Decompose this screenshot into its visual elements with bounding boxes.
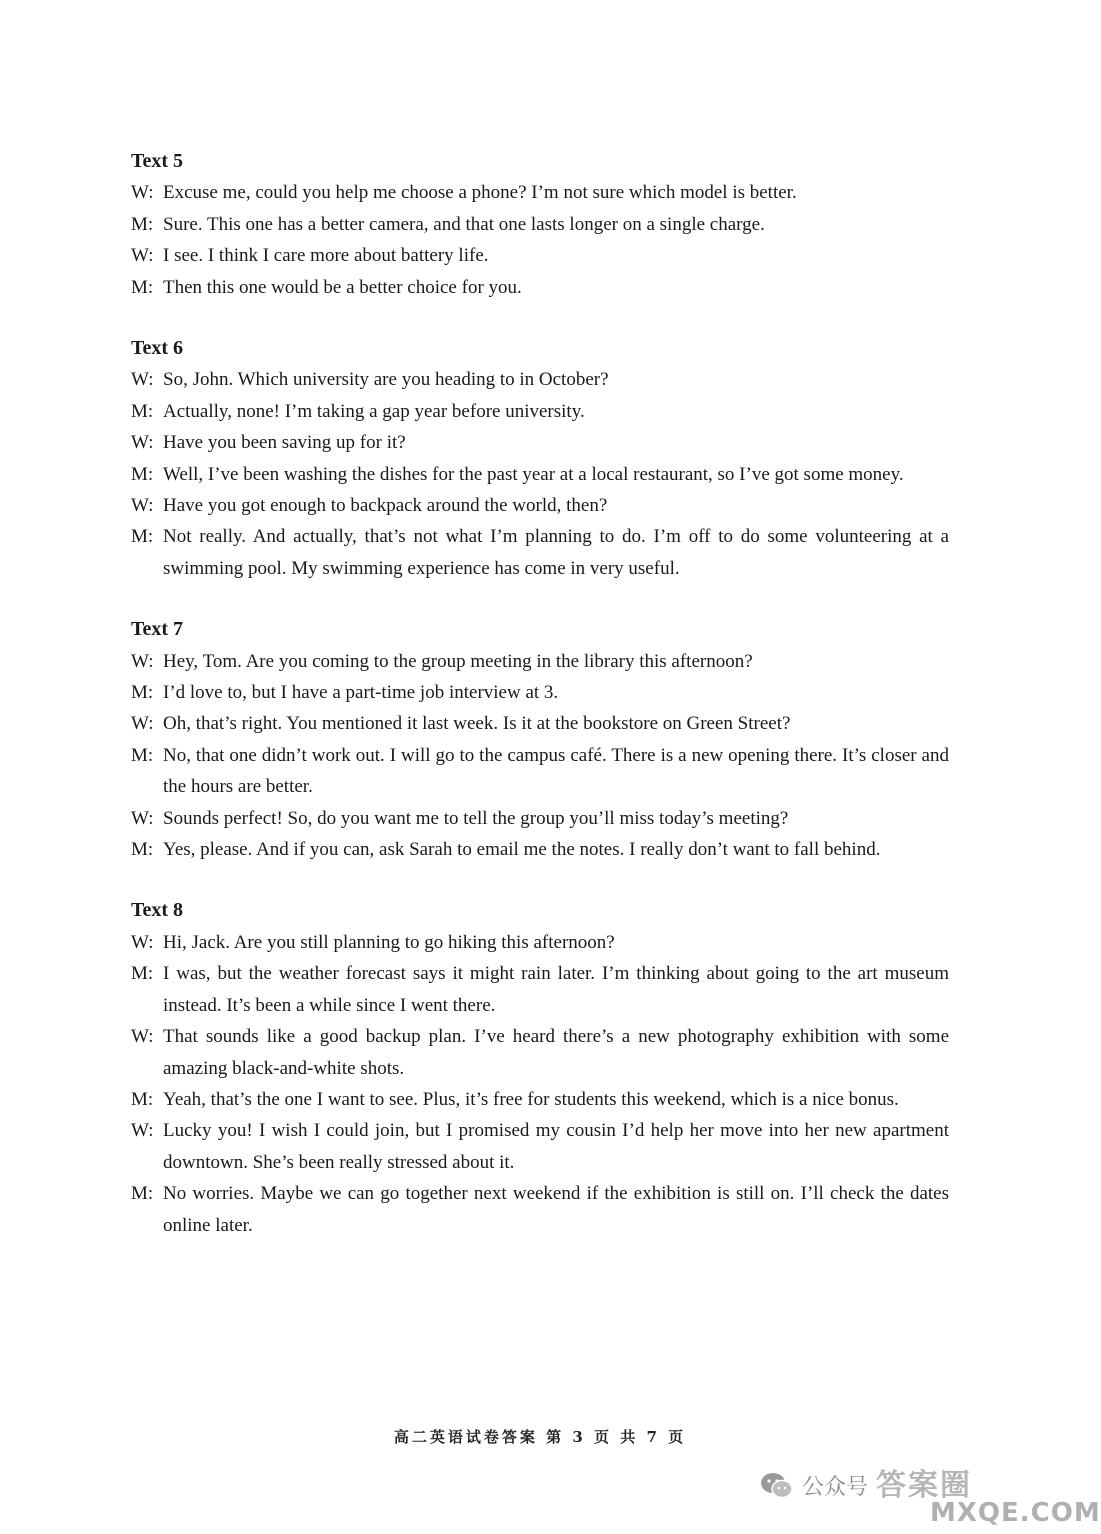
speaker-label: W: — [131, 931, 154, 953]
dialogue-line — [131, 803, 949, 834]
utterance: Actually, none! I’m taking a gap year before university. — [163, 400, 585, 422]
speaker-label: W: — [131, 1120, 154, 1142]
utterance: I’d love to, but I have a part-time job interview at 3. — [163, 682, 559, 704]
speaker-label: M: — [131, 682, 154, 704]
dialogue-line — [131, 958, 949, 1021]
speaker-label: M: — [131, 526, 154, 548]
dialogue-line — [131, 1178, 949, 1241]
dialogue-line — [131, 677, 949, 708]
dialogue-line — [131, 1084, 949, 1115]
utterance: Well, I’ve been washing the dishes for the past year at a local restaurant, so I’ve got some money. — [163, 463, 904, 485]
speaker-label: M: — [131, 1088, 154, 1110]
speaker-label: M: — [131, 463, 154, 485]
section-title: Text 7 — [131, 618, 184, 641]
utterance: No worries. Maybe we can go together next weekend if the exhibition is still on. I’ll check the dates online later. — [163, 1183, 949, 1236]
watermark-logo-text: 答案圈 — [876, 1467, 973, 1503]
dialogue-line — [131, 646, 949, 677]
speaker-label: W: — [131, 713, 154, 735]
utterance: That sounds like a good backup plan. I’ve heard there’s a new photography exhibition with some amazing black-and-white shots. — [163, 1026, 949, 1079]
utterance: I was, but the weather forecast says it might rain later. I’m thinking about going to the art museum instead. It’s been a while since I went there. — [163, 963, 949, 1016]
utterance: Yeah, that’s the one I want to see. Plus, it’s free for students this weekend, which is a nice bonus. — [163, 1088, 899, 1110]
speaker-label: W: — [131, 650, 154, 672]
dialogue-line — [131, 521, 949, 584]
speaker-label: W: — [131, 182, 154, 204]
utterance: Not really. And actually, that’s not what I’m planning to do. I’m off to do some volunteering at a swimming pool. My swimming experience has come in very useful. — [163, 526, 949, 579]
utterance: Hi, Jack. Are you still planning to go hiking this afternoon? — [163, 931, 615, 953]
speaker-label: M: — [131, 276, 154, 298]
utterance: Yes, please. And if you can, ask Sarah to email me the notes. I really don’t want to fall behind. — [163, 839, 881, 861]
utterance: Have you been saving up for it? — [163, 432, 406, 454]
dialogue-line — [131, 708, 949, 739]
dialogue-line — [131, 396, 949, 427]
utterance: Sounds perfect! So, do you want me to tell the group you’ll miss today’s meeting? — [163, 807, 789, 829]
utterance: I see. I think I care more about battery life. — [163, 245, 489, 267]
speaker-label: M: — [131, 744, 154, 766]
section-text-6 — [131, 333, 949, 584]
section-text-7 — [131, 614, 949, 865]
utterance: Then this one would be a better choice for you. — [163, 276, 522, 298]
section-text-8 — [131, 895, 949, 1240]
section-text-5 — [131, 146, 949, 303]
speaker-label: W: — [131, 432, 154, 454]
speaker-label: W: — [131, 1026, 154, 1048]
section-title: Text 5 — [131, 150, 184, 172]
speaker-label: W: — [131, 369, 154, 391]
utterance: Excuse me, could you help me choose a phone? I’m not sure which model is better. — [163, 182, 797, 204]
watermark — [760, 1467, 973, 1503]
dialogue-line — [131, 364, 949, 395]
speaker-label: M: — [131, 213, 154, 235]
speaker-label: M: — [131, 400, 154, 422]
wechat-icon — [760, 1471, 794, 1501]
speaker-label: W: — [131, 807, 154, 829]
speaker-label: M: — [131, 1183, 154, 1205]
utterance: Oh, that’s right. You mentioned it last week. Is it at the bookstore on Green Street? — [163, 713, 791, 735]
dialogue-line — [131, 834, 949, 865]
watermark-site: MXQE.COM — [930, 1498, 1101, 1528]
utterance: Hey, Tom. Are you coming to the group meeting in the library this afternoon? — [163, 650, 753, 672]
speaker-label: W: — [131, 495, 154, 517]
dialogue-line — [131, 1115, 949, 1178]
utterance: Lucky you! I wish I could join, but I promised my cousin I’d help her move into her new apartment downtown. She’s been really stressed about it. — [163, 1120, 949, 1173]
dialogue-line — [131, 490, 949, 521]
dialogue-line — [131, 209, 949, 240]
dialogue-line — [131, 740, 949, 803]
dialogue-line — [131, 927, 949, 958]
speaker-label: M: — [131, 839, 154, 861]
dialogue-line — [131, 272, 949, 303]
dialogue-line — [131, 177, 949, 208]
section-title: Text 6 — [131, 337, 184, 360]
page-footer: 高二英语试卷答案 第 3 页 共 7 页 — [393, 1428, 687, 1446]
utterance: Sure. This one has a better camera, and that one lasts longer on a single charge. — [163, 213, 765, 235]
utterance: No, that one didn’t work out. I will go to the campus café. There is a new opening there. It’s closer and the hours are better. — [163, 744, 949, 798]
account-label: 公众号 — [802, 1475, 869, 1500]
speaker-label: W: — [131, 245, 154, 267]
section-title: Text 8 — [131, 899, 184, 922]
dialogue-line — [131, 427, 949, 458]
dialogue-line — [131, 1021, 949, 1084]
dialogue-line — [131, 459, 949, 490]
utterance: Have you got enough to backpack around the world, then? — [163, 495, 608, 517]
utterance: So, John. Which university are you heading to in October? — [163, 369, 609, 391]
dialogue-line — [131, 240, 949, 271]
document-body — [131, 146, 949, 1271]
speaker-label: M: — [131, 963, 154, 985]
